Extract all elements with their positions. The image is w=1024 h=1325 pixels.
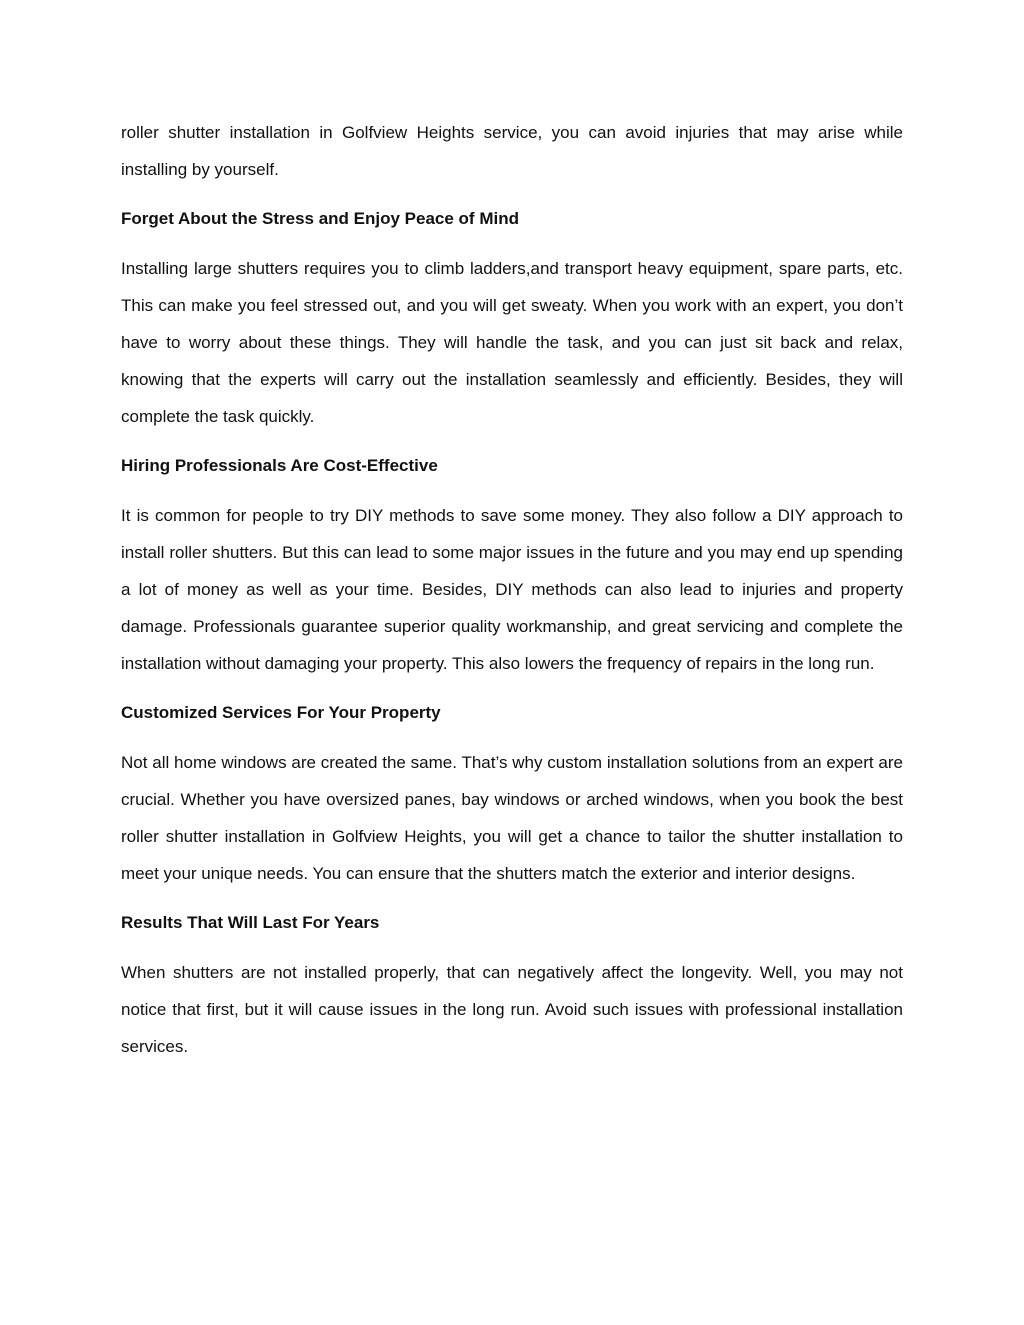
- intro-paragraph: roller shutter installation in Golfview Heights service, you can avoid injuries that may arise while installing by yourself.: [121, 123, 903, 179]
- section-heading-results: Results That Will Last For Years: [121, 913, 380, 932]
- section-body-results: When shutters are not installed properly, that can negatively affect the longevity. Well, you may not notice that first, but it will cause issues in the long run. Avoid such issues with professional installation services.: [121, 963, 903, 1056]
- section-body-stress: Installing large shutters requires you to climb ladders,and transport heavy equipment, spare parts, etc. This can make you feel stressed out, and you will get sweaty. When you work with an expert, you don’t have to worry about these things. They will handle the task, and you can just sit back and relax, knowing that the experts will carry out the installation seamlessly and efficiently. Besides, they will complete the task quickly.: [121, 259, 903, 426]
- section-heading-stress: Forget About the Stress and Enjoy Peace of Mind: [121, 209, 519, 228]
- section-heading-customized: Customized Services For Your Property: [121, 703, 441, 722]
- section-body-customized: Not all home windows are created the same. That’s why custom installation solutions from an expert are crucial. Whether you have oversized panes, bay windows or arched windows, when you book the best roller shutter installation in Golfview Heights, you will get a chance to tailor the shutter installation to meet your unique needs. You can ensure that the shutters match the exterior and interior designs.: [121, 753, 903, 883]
- section-heading-cost-effective: Hiring Professionals Are Cost-Effective: [121, 456, 438, 475]
- document-content: [121, 114, 903, 1077]
- section-body-cost-effective: It is common for people to try DIY methods to save some money. They also follow a DIY approach to install roller shutters. But this can lead to some major issues in the future and you may end up spending a lot of money as well as your time. Besides, DIY methods can also lead to injuries and property damage. Professionals guarantee superior quality workmanship, and great servicing and complete the installation without damaging your property. This also lowers the frequency of repairs in the long run.: [121, 506, 903, 673]
